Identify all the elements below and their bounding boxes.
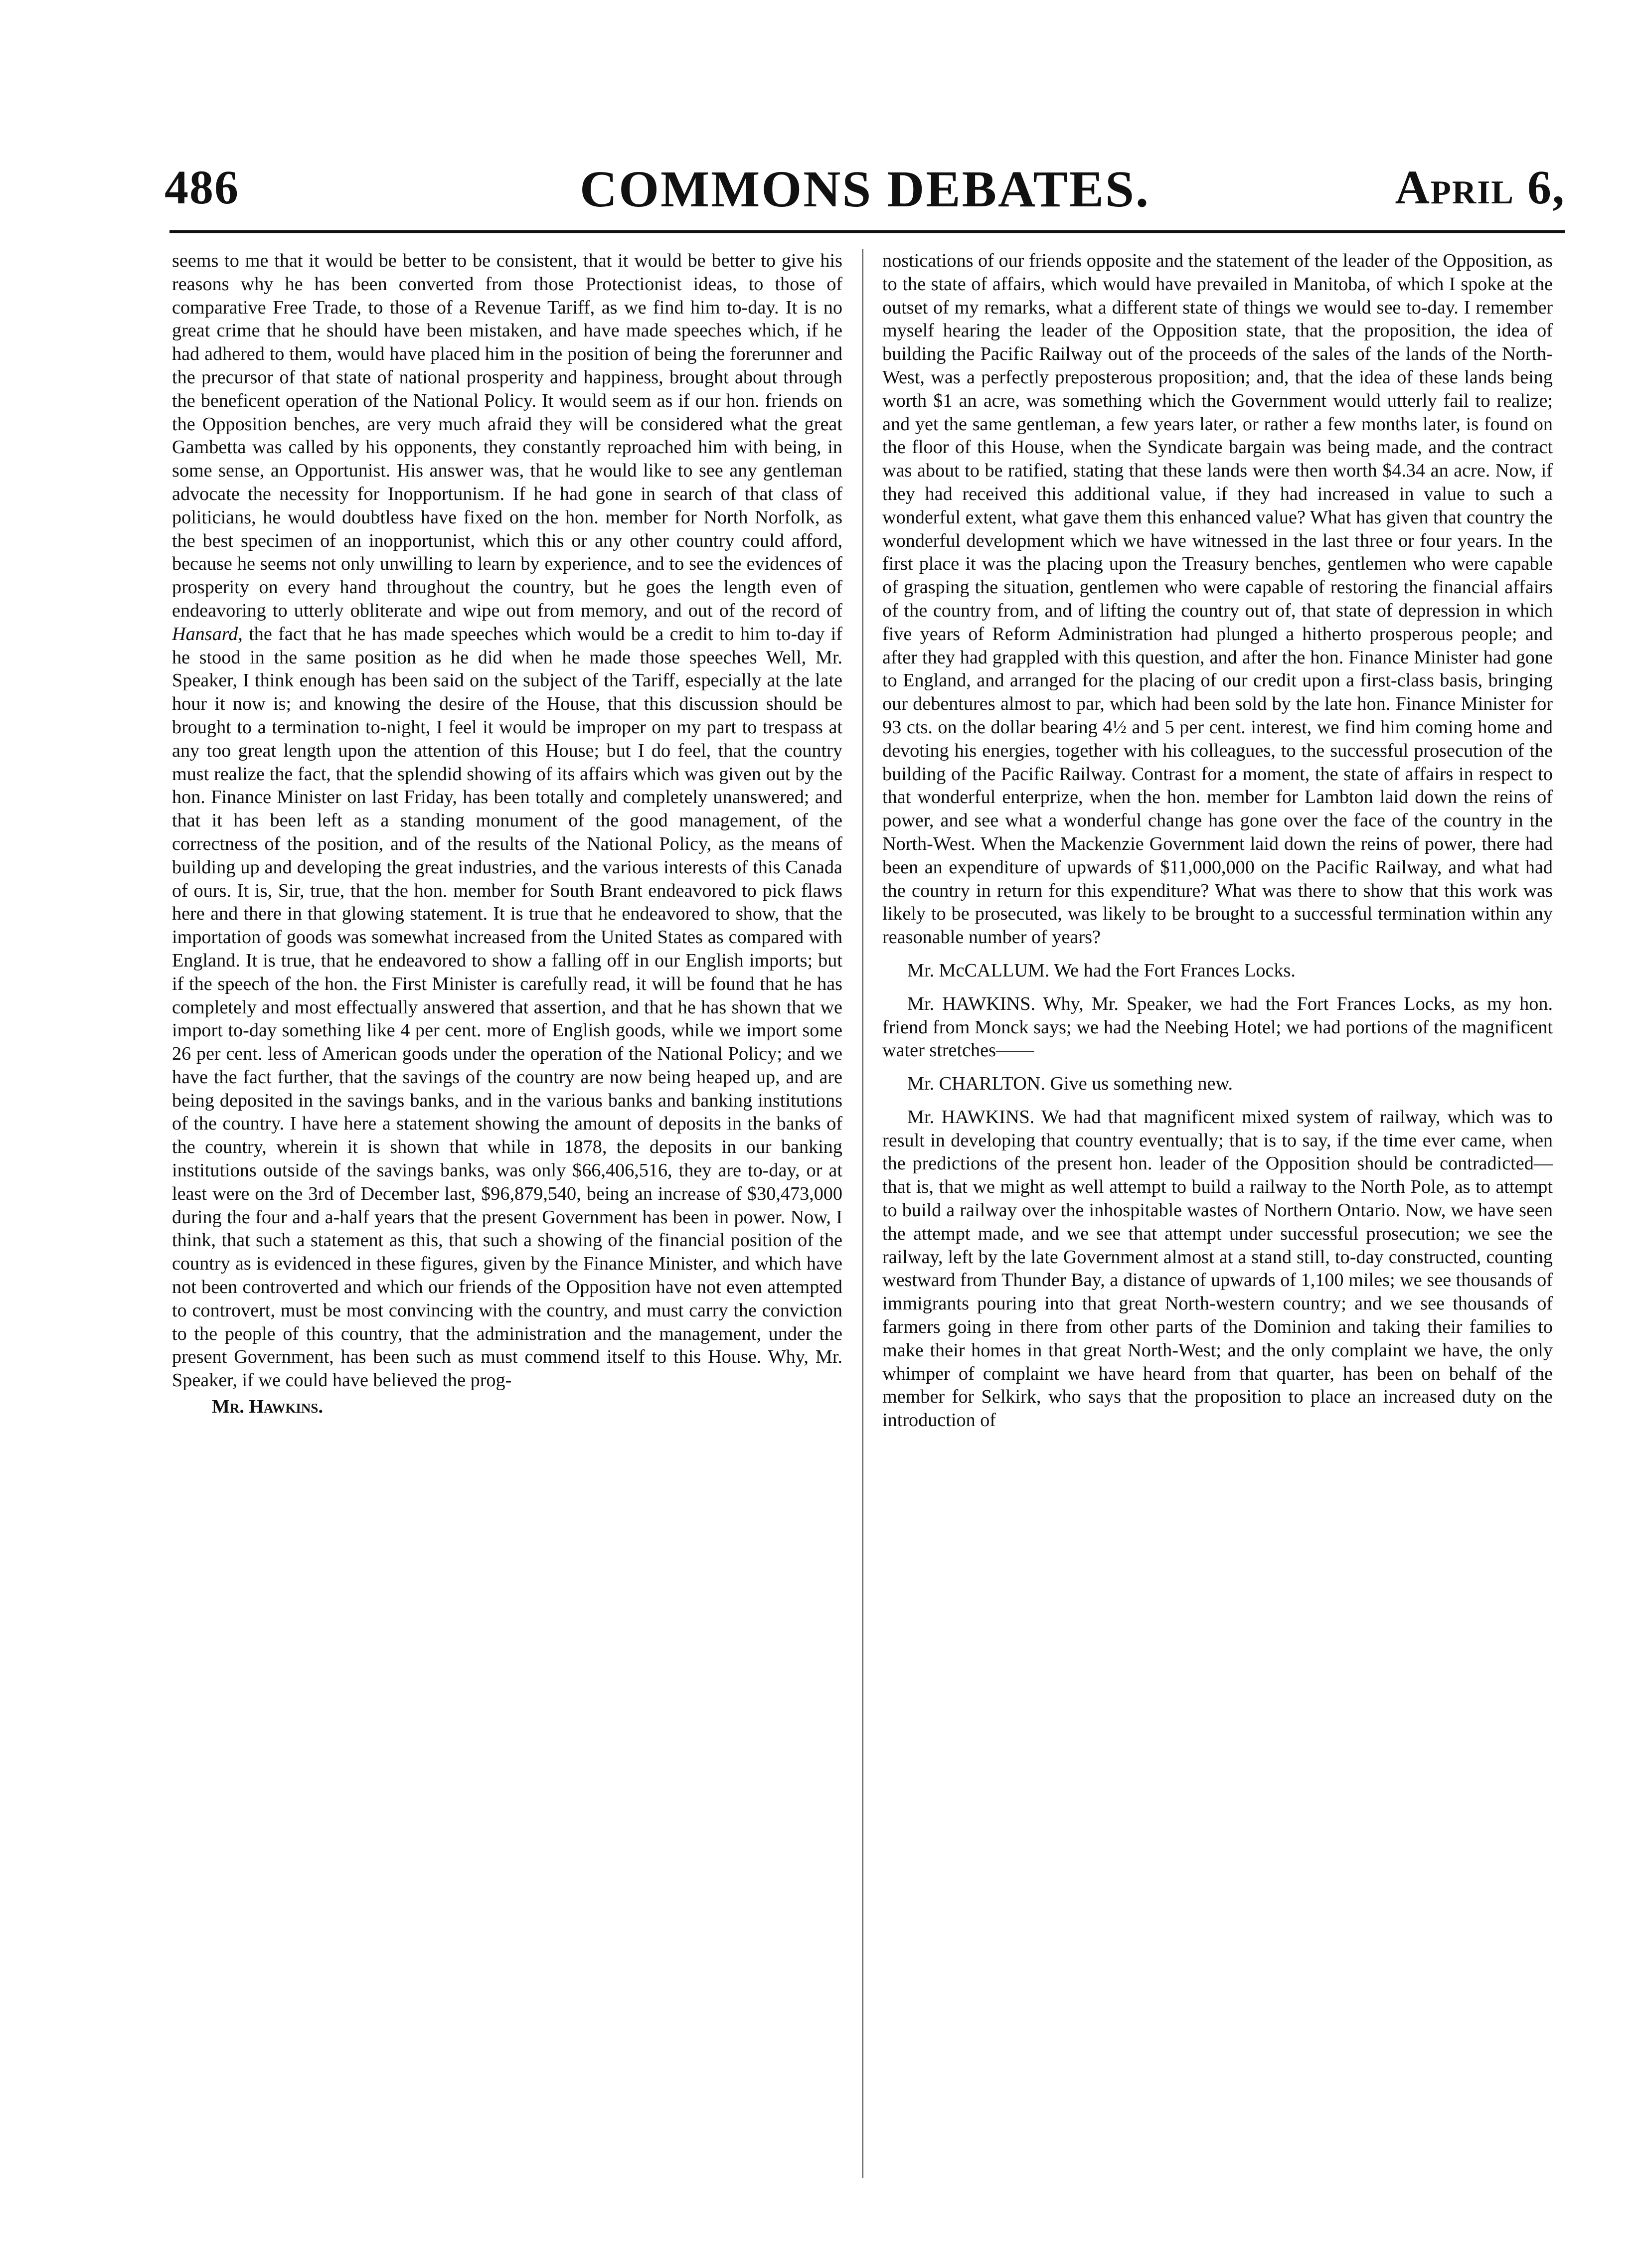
- speech-paragraph: Mr. CHARLTON. Give us something new.: [907, 1073, 1233, 1095]
- paragraph: nostications of our friends opposite and the statement of the leader of the Opposition, as to the state of affairs, which would have prevailed in Manitoba, of which I spoke at the outset of my remarks, what a different state of things we would see to-day. I remember myself hearing the leader of the Opposition state, that the proposition, the idea of building the Pacific Railway out of the proceeds of the sales of the lands of the North-West, was a perfectly preposterous proposition; and, that the idea of these lands being worth $1 an acre, was something which the Government would utterly fail to realize; and yet the same gentleman, a few years later, or rather a few months later, is found on the floor of this House, when the Syndicate bargain was being made, and the contract was about to be ratified, stating that these lands were then worth $4.34 an acre. Now, if they had received this additional value, if they had increased in value to such a wonderful extent, what gave them this enhanced value? What has given that country the wonderful development which we have witnessed in the last three or four years. In the first place it was the placing upon the Treasury benches, gentlemen who were capable of grasping the situation, gentlemen who were capable of restoring the financial affairs of the country from, and of lifting the country out of, that state of depression in which five years of Reform Administration had plunged a hitherto prosperous people; and after they had grappled with this question, and after the hon. Finance Minister had gone to England, and arranged for the placing of our credit upon a first-class basis, bringing our debentures almost to par, which had been sold by the late hon. Finance Minister for 93 cts. on the dollar bearing 4½ and 5 per cent. interest, we find him coming home and devoting his energies, together with his colleagues, to the successful prosecution of the building of the Pacific Railway. Contrast for a moment, the state of affairs in respect to that wonderful enterprize, when the hon. member for Lambton laid down the reins of power, and see what a wonderful change has gone over the face of the country in the North-West. When the Mackenzie Government laid down the reins of power, there had been an expenditure of upwards of $11,000,000 on the Pacific Railway, and what had the country in return for this expenditure? What was there to show that this work was likely to be prosecuted, was likely to be brought to a successful termination within any reasonable number of years?: [882, 250, 1553, 948]
- paragraph-text: seems to me that it would be better to be consistent, that it would be better to give his reasons why he has been converted from those Protectionist ideas, to those of comparative Free Trade, to those of a Revenue Tariff, as we find him to-day. It is no great crime that he should have been mistaken, and have made speeches which, if he had adhered to them, would have placed him in the position of being the forerunner and the precursor of that state of national prosperity and happiness, brought about through the beneficent operation of the National Policy. It would seem as if our hon. friends on the Opposition benches, are very much afraid they will be considered what the great Gambetta was called by his opponents, they constantly reproached him with being, in some sense, an Opportunist. His answer was, that he would like to see any gentleman advocate the necessity for Inopportunism. If he had gone in search of that class of politicians, he would doubtless have fixed on the hon. member for North Norfolk, as the best specimen of an inopportunist, which this or any other country could afford, because he seems not only unwilling to learn by experience, and to see the evidences of prosperity on every hand throughout the country, but he goes the length even of endeavoring to utterly obliterate and wipe out from memory, and out of the record of: [172, 250, 842, 621]
- header-rule: [169, 230, 1565, 233]
- page-number: 486: [164, 161, 239, 214]
- speech-paragraph: Mr. McCALLUM. We had the Fort Frances Locks.: [907, 960, 1296, 981]
- speech-paragraph: Mr. HAWKINS. Why, Mr. Speaker, we had the Fort Frances Locks, as my hon. friend from Monck says; we had the Neebing Hotel; we had portions of the magnificent water stretches——: [882, 993, 1553, 1061]
- italic-term: Hansard,: [172, 623, 243, 645]
- column-divider: [862, 249, 863, 2178]
- running-title: COMMONS DEBATES.: [580, 161, 1150, 218]
- speech-paragraph: Mr. HAWKINS. We had that magnificent mixed system of railway, which was to result in developing that country eventually; that is to say, if the time ever came, when the predictions of the present hon. leader of the Opposition should be contradicted—that is, that we might as well attempt to build a railway to the North Pole, as to attempt to build a railway over the inhospitable wastes of Northern Ontario. Now, we have seen the attempt made, and we see that attempt under successful prosecution; we see the railway, left by the late Government almost at a stand still, to-day constructed, counting westward from Thunder Bay, a distance of upwards of 1,100 miles; we see thousands of immigrants pouring into that great North-western country; and we see thousands of farmers going in there from other parts of the Dominion and taking their families to make their homes in that great North-West; and the only complaint we have, the only whimper of complaint we have heard from that quarter, has been on behalf of the member for Selkirk, who says that the proposition to place an increased duty on the introduction of: [882, 1106, 1553, 1431]
- footer-speaker: Mr. Hawkins.: [212, 1396, 323, 1418]
- left-column: [172, 249, 842, 1419]
- paragraph: [172, 249, 842, 1392]
- header-date: April 6,: [1395, 161, 1565, 214]
- right-column: [882, 249, 1553, 1432]
- paragraph-text: the fact that he has made speeches which would be a credit to him to-day if he stood in the same position as he did when he made those speeches Well, Mr. Speaker, I think enough has been said on the subject of the Tariff, especially at the late hour it now is; and knowing the desire of the House, that this discussion should be brought to a termination to-night, I feel it would be improper on my part to trespass at any too great length upon the attention of this House; but I do feel, that the country must realize the fact, that the splendid showing of its affairs which was given out by the hon. Finance Minister on last Friday, has been totally and completely unanswered; and that it has been left as a standing monument of the good management, of the correctness of the position, and of the results of the National Policy, as the means of building up and developing the great industries, and the various interests of this Canada of ours. It is, Sir, true, that the hon. member for South Brant endeavored to pick flaws here and there in that glowing statement. It is true that he endeavored to show, that the importation of goods was somewhat increased from the United States as compared with England. It is true, that he endeavored to show a falling off in our English imports; but if the speech of the hon. the First Minister is carefully read, it will be found that he has completely and most effectually answered that assertion, and that he has shown that we import to-day something like 4 per cent. more of English goods, while we import some 26 per cent. less of American goods under the operation of the National Policy; and we have the fact further, that the savings of the country are now being heaped up, and are being deposited in the savings banks, and in the various banks and banking institutions of the country. I have here a statement showing the amount of deposits in the banks of the country, wherein it is shown that while in 1878, the deposits in our banking institutions outside of the savings banks, was only $66,406,516, they are to-day, or at least were on the 3rd of December last, $96,879,540, being an increase of $30,473,000 during the four and a-half years that the present Government has been in power. Now, I think, that such a statement as this, that such a showing of the financial position of the country as is evidenced in these figures, given by the Finance Minister, and which have not been controverted and which our friends of the Opposition have not even attempted to controvert, must be most convincing with the country, and must carry the conviction to the people of this country, that the administration and the management, under the present Government, has been such as must commend itself to this House. Why, Mr. Speaker, if we could have believed the prog-: [172, 623, 842, 1391]
- page-header: [164, 150, 1565, 219]
